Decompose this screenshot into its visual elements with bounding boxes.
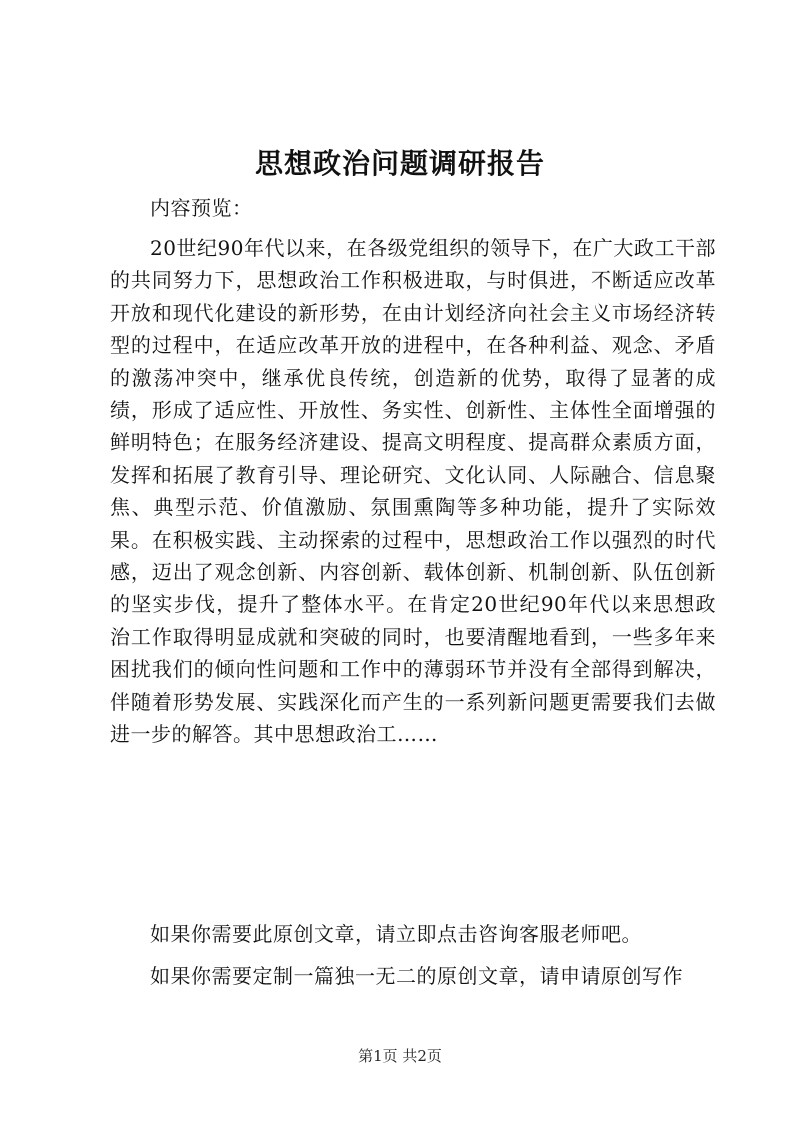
preview-label: 内容预览： <box>150 196 253 220</box>
main-paragraph: 20世纪90年代以来，在各级党组织的领导下，在广大政工干部的共同努力下，思想政治工作积极进取，与时俱进，不断适应改革开放和现代化建设的新形势，在由计划经济向社会主义市场经济转型的过程中，在适应改革开放的进程中，在各种利益、观念、矛盾的激荡冲突中，继承优良传统，创造新的优势，取得了显著的成绩，形成了适应性、开放性、务实性、创新性、主体性全面增强的鲜明特色；在服务经济建设、提高文明程度、提高群众素质方面，发挥和拓展了教育引导、理论研究、文化认同、人际融合、信息聚焦、典型示范、价值激励、氛围熏陶等多种功能，提升了实际效果。在积极实践、主动探索的过程中，思想政治工作以强烈的时代感，迈出了观念创新、内容创新、载体创新、机制创新、队伍创新的坚实步伐，提升了整体水平。在肯定20世纪90年代以来思想政治工作取得明显成就和突破的同时，也要清醒地看到，一些多年来困扰我们的倾向性问题和工作中的薄弱环节并没有全部得到解决，伴随着形势发展、实践深化而产生的一系列新问题更需要我们去做进一步的解答。其中思想政治工…… <box>110 236 716 747</box>
page-indicator: 第1页 共2页 <box>358 1047 442 1065</box>
consult-note: 如果你需要此原创文章，请立即点击咨询客服老师吧。 <box>150 922 642 946</box>
document-title: 思想政治问题调研报告 <box>254 147 545 180</box>
custom-writing-note: 如果你需要定制一篇独一无二的原创文章，请申请原创写作 <box>150 964 683 988</box>
